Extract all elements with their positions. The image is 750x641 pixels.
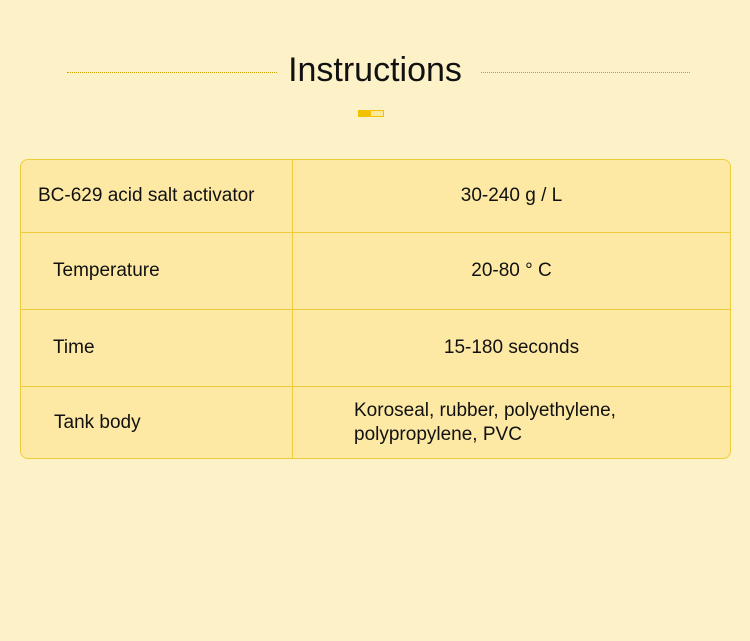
row-value: 15-180 seconds [443,337,580,358]
table-row [21,233,730,310]
title-divider-right [481,72,690,73]
accent-bar [358,110,384,117]
table-row [21,387,730,459]
row-value: 20-80 ° C [471,260,552,281]
row-value: Koroseal, rubber, polyethylene, polypropylene, PVC [354,400,616,445]
table-row [21,310,730,387]
row-value: 30-240 g / L [460,185,563,206]
row-label: Tank body [21,387,293,459]
table-row [21,160,730,233]
row-label: Temperature [21,233,293,309]
instructions-table [20,159,731,459]
row-label: Time [21,310,293,386]
row-label: BC-629 acid salt activator [21,160,293,232]
page-title: Instructions [288,51,462,89]
